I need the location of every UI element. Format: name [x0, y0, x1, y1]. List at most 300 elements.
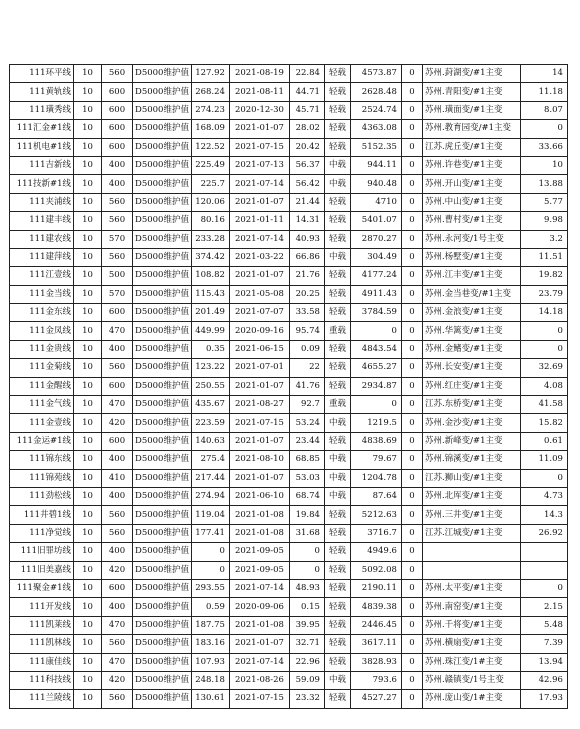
cell-load-pct[interactable]: 68.74 [289, 487, 324, 505]
cell-load-pct[interactable]: 28.02 [289, 120, 324, 138]
cell-device-type[interactable]: D5000维护值 [133, 120, 192, 138]
cell-load-level[interactable]: 轻载 [324, 212, 350, 230]
cell-device-type[interactable]: D5000维护值 [133, 671, 192, 689]
cell-reading[interactable]: 123.22 [191, 359, 229, 377]
cell-load-pct[interactable]: 14.31 [289, 212, 324, 230]
cell-reading[interactable]: 233.28 [191, 230, 229, 248]
cell-voltage-kv[interactable]: 10 [74, 377, 102, 395]
cell-capacity-a[interactable]: 470 [102, 322, 133, 340]
cell-substation[interactable]: 苏州.赣镇变/1号主变 [422, 671, 520, 689]
cell-device-type[interactable]: D5000维护值 [133, 451, 192, 469]
cell-date[interactable]: 2021-01-08 [229, 616, 289, 634]
cell-date[interactable]: 2021-09-05 [229, 543, 289, 561]
cell-device-type[interactable]: D5000维护值 [133, 396, 192, 414]
cell-line-name[interactable]: 111开发线 [10, 598, 74, 616]
cell-substation[interactable]: 江苏.虎丘变/#1主变 [422, 138, 520, 156]
cell-load-level[interactable]: 中载 [324, 414, 350, 432]
cell-load-pct[interactable]: 19.84 [289, 506, 324, 524]
cell-line-name[interactable]: 111锦东线 [10, 451, 74, 469]
cell-capacity-a[interactable]: 560 [102, 65, 133, 83]
cell-substation[interactable]: 苏州.千将变/#1主变 [422, 616, 520, 634]
cell-load-level[interactable]: 轻载 [324, 543, 350, 561]
cell-reading[interactable]: 0.35 [191, 340, 229, 358]
cell-load-level[interactable]: 中载 [324, 451, 350, 469]
cell-load-pct[interactable]: 95.74 [289, 322, 324, 340]
cell-reading[interactable]: 225.7 [191, 175, 229, 193]
cell-flag[interactable]: 0 [401, 561, 422, 579]
cell-load-pct[interactable]: 23.32 [289, 690, 324, 708]
cell-current-a[interactable]: 1219.5 [350, 414, 401, 432]
cell-flag[interactable]: 0 [401, 690, 422, 708]
cell-voltage-kv[interactable]: 10 [74, 120, 102, 138]
cell-reading[interactable]: 293.55 [191, 579, 229, 597]
cell-voltage-kv[interactable]: 10 [74, 616, 102, 634]
cell-line-name[interactable]: 111兰陵线 [10, 690, 74, 708]
cell-current-a[interactable]: 4527.27 [350, 690, 401, 708]
cell-device-type[interactable]: D5000维护值 [133, 267, 192, 285]
cell-value[interactable]: 19.82 [520, 267, 567, 285]
cell-flag[interactable]: 0 [401, 671, 422, 689]
cell-substation[interactable]: 苏州.锦溪变/#1主变 [422, 451, 520, 469]
cell-flag[interactable]: 0 [401, 635, 422, 653]
cell-substation[interactable] [422, 561, 520, 579]
cell-value[interactable]: 13.94 [520, 653, 567, 671]
cell-reading[interactable]: 274.23 [191, 101, 229, 119]
cell-value[interactable]: 0 [520, 469, 567, 487]
cell-value[interactable]: 23.79 [520, 285, 567, 303]
cell-load-level[interactable]: 轻载 [324, 561, 350, 579]
cell-load-pct[interactable]: 40.93 [289, 230, 324, 248]
cell-current-a[interactable]: 3784.59 [350, 304, 401, 322]
cell-date[interactable]: 2021-01-07 [229, 267, 289, 285]
cell-load-pct[interactable]: 53.24 [289, 414, 324, 432]
cell-line-name[interactable]: 111金凤线 [10, 322, 74, 340]
cell-current-a[interactable]: 3828.93 [350, 653, 401, 671]
cell-load-pct[interactable]: 21.44 [289, 193, 324, 211]
cell-flag[interactable]: 0 [401, 101, 422, 119]
cell-device-type[interactable]: D5000维护值 [133, 579, 192, 597]
cell-date[interactable]: 2021-08-27 [229, 396, 289, 414]
cell-current-a[interactable]: 4949.6 [350, 543, 401, 561]
cell-value[interactable]: 11.09 [520, 451, 567, 469]
cell-load-pct[interactable]: 22.84 [289, 65, 324, 83]
cell-load-level[interactable]: 轻载 [324, 120, 350, 138]
cell-device-type[interactable]: D5000维护值 [133, 616, 192, 634]
cell-device-type[interactable]: D5000维护值 [133, 322, 192, 340]
cell-substation[interactable]: 苏州.金沙变/#1主变 [422, 414, 520, 432]
cell-substation[interactable]: 苏州.青阳变/#1主变 [422, 83, 520, 101]
cell-load-level[interactable]: 中载 [324, 156, 350, 174]
cell-load-pct[interactable]: 0.09 [289, 340, 324, 358]
cell-value[interactable]: 0 [520, 322, 567, 340]
cell-date[interactable]: 2021-07-14 [229, 653, 289, 671]
cell-voltage-kv[interactable]: 10 [74, 469, 102, 487]
cell-current-a[interactable]: 79.67 [350, 451, 401, 469]
cell-voltage-kv[interactable]: 10 [74, 138, 102, 156]
cell-load-level[interactable]: 轻载 [324, 304, 350, 322]
cell-flag[interactable]: 0 [401, 451, 422, 469]
cell-line-name[interactable]: 111金东线 [10, 304, 74, 322]
cell-capacity-a[interactable]: 400 [102, 340, 133, 358]
cell-flag[interactable]: 0 [401, 175, 422, 193]
cell-date[interactable]: 2021-01-07 [229, 120, 289, 138]
cell-substation[interactable]: 苏州.金鳍变/#1主变 [422, 340, 520, 358]
cell-device-type[interactable]: D5000维护值 [133, 524, 192, 542]
cell-substation[interactable]: 苏州.长安变/#1主变 [422, 359, 520, 377]
cell-capacity-a[interactable]: 500 [102, 267, 133, 285]
cell-voltage-kv[interactable]: 10 [74, 414, 102, 432]
cell-substation[interactable]: 苏州.璜面变/#1主变 [422, 101, 520, 119]
cell-load-level[interactable]: 轻载 [324, 193, 350, 211]
cell-load-pct[interactable]: 41.76 [289, 377, 324, 395]
cell-voltage-kv[interactable]: 10 [74, 175, 102, 193]
cell-value[interactable]: 9.98 [520, 212, 567, 230]
cell-value[interactable]: 41.58 [520, 396, 567, 414]
cell-date[interactable]: 2021-03-22 [229, 248, 289, 266]
cell-current-a[interactable]: 1204.78 [350, 469, 401, 487]
cell-voltage-kv[interactable]: 10 [74, 506, 102, 524]
cell-current-a[interactable]: 2870.27 [350, 230, 401, 248]
cell-device-type[interactable]: D5000维护值 [133, 432, 192, 450]
cell-load-pct[interactable]: 48.93 [289, 579, 324, 597]
cell-capacity-a[interactable]: 420 [102, 414, 133, 432]
cell-value[interactable]: 10 [520, 156, 567, 174]
cell-capacity-a[interactable]: 420 [102, 671, 133, 689]
cell-voltage-kv[interactable]: 10 [74, 432, 102, 450]
cell-reading[interactable]: 250.55 [191, 377, 229, 395]
cell-voltage-kv[interactable]: 10 [74, 267, 102, 285]
cell-date[interactable]: 2021-07-14 [229, 579, 289, 597]
cell-capacity-a[interactable]: 560 [102, 690, 133, 708]
cell-flag[interactable]: 0 [401, 248, 422, 266]
cell-load-level[interactable]: 轻载 [324, 285, 350, 303]
cell-capacity-a[interactable]: 420 [102, 561, 133, 579]
cell-load-level[interactable]: 轻载 [324, 506, 350, 524]
cell-voltage-kv[interactable]: 10 [74, 285, 102, 303]
cell-value[interactable]: 11.18 [520, 83, 567, 101]
cell-reading[interactable]: 274.94 [191, 487, 229, 505]
cell-line-name[interactable]: 111夹浦线 [10, 193, 74, 211]
cell-load-level[interactable]: 轻载 [324, 616, 350, 634]
cell-device-type[interactable]: D5000维护值 [133, 690, 192, 708]
cell-reading[interactable]: 268.24 [191, 83, 229, 101]
cell-date[interactable]: 2021-07-07 [229, 304, 289, 322]
cell-voltage-kv[interactable]: 10 [74, 561, 102, 579]
cell-current-a[interactable]: 793.6 [350, 671, 401, 689]
cell-capacity-a[interactable]: 600 [102, 432, 133, 450]
cell-capacity-a[interactable]: 400 [102, 156, 133, 174]
cell-flag[interactable]: 0 [401, 83, 422, 101]
cell-flag[interactable]: 0 [401, 543, 422, 561]
cell-current-a[interactable]: 3617.11 [350, 635, 401, 653]
cell-substation[interactable]: 苏州.新峰变/#1主变 [422, 432, 520, 450]
cell-current-a[interactable]: 4911.43 [350, 285, 401, 303]
cell-value[interactable]: 5.48 [520, 616, 567, 634]
cell-voltage-kv[interactable]: 10 [74, 451, 102, 469]
cell-capacity-a[interactable]: 400 [102, 487, 133, 505]
cell-device-type[interactable]: D5000维护值 [133, 138, 192, 156]
cell-current-a[interactable]: 5152.35 [350, 138, 401, 156]
cell-substation[interactable]: 苏州.开山变/#1主变 [422, 175, 520, 193]
cell-line-name[interactable]: 111聚金#1线 [10, 579, 74, 597]
cell-line-name[interactable]: 111金醒线 [10, 377, 74, 395]
cell-date[interactable]: 2021-07-15 [229, 690, 289, 708]
cell-value[interactable]: 14 [520, 65, 567, 83]
cell-line-name[interactable]: 111建丰线 [10, 212, 74, 230]
cell-reading[interactable]: 80.16 [191, 212, 229, 230]
cell-capacity-a[interactable]: 470 [102, 616, 133, 634]
cell-substation[interactable]: 苏州.教育园变/#1主变 [422, 120, 520, 138]
cell-load-level[interactable]: 重载 [324, 396, 350, 414]
cell-current-a[interactable]: 4710 [350, 193, 401, 211]
cell-date[interactable]: 2021-01-07 [229, 469, 289, 487]
cell-date[interactable]: 2021-07-13 [229, 156, 289, 174]
cell-capacity-a[interactable]: 560 [102, 359, 133, 377]
cell-load-level[interactable]: 中载 [324, 671, 350, 689]
cell-device-type[interactable]: D5000维护值 [133, 83, 192, 101]
cell-value[interactable]: 42.96 [520, 671, 567, 689]
cell-load-level[interactable]: 轻载 [324, 690, 350, 708]
cell-line-name[interactable]: 111建萍线 [10, 248, 74, 266]
cell-device-type[interactable]: D5000维护值 [133, 359, 192, 377]
cell-current-a[interactable]: 87.64 [350, 487, 401, 505]
cell-value[interactable]: 26.92 [520, 524, 567, 542]
cell-date[interactable]: 2021-07-15 [229, 138, 289, 156]
cell-value[interactable]: 0 [520, 120, 567, 138]
cell-load-level[interactable]: 轻载 [324, 359, 350, 377]
cell-device-type[interactable]: D5000维护值 [133, 340, 192, 358]
cell-line-name[interactable]: 111金壹线 [10, 414, 74, 432]
cell-device-type[interactable]: D5000维护值 [133, 598, 192, 616]
cell-flag[interactable]: 0 [401, 487, 422, 505]
cell-load-pct[interactable]: 56.42 [289, 175, 324, 193]
cell-line-name[interactable]: 111江壹线 [10, 267, 74, 285]
cell-flag[interactable]: 0 [401, 579, 422, 597]
cell-date[interactable]: 2021-07-01 [229, 359, 289, 377]
cell-load-level[interactable]: 中载 [324, 175, 350, 193]
cell-device-type[interactable]: D5000维护值 [133, 469, 192, 487]
cell-value[interactable]: 14.18 [520, 304, 567, 322]
cell-flag[interactable]: 0 [401, 506, 422, 524]
cell-flag[interactable]: 0 [401, 414, 422, 432]
cell-voltage-kv[interactable]: 10 [74, 230, 102, 248]
cell-voltage-kv[interactable]: 10 [74, 340, 102, 358]
cell-load-pct[interactable]: 33.58 [289, 304, 324, 322]
cell-flag[interactable]: 0 [401, 598, 422, 616]
cell-device-type[interactable]: D5000维护值 [133, 65, 192, 83]
cell-current-a[interactable]: 2190.11 [350, 579, 401, 597]
cell-flag[interactable]: 0 [401, 340, 422, 358]
cell-load-pct[interactable]: 56.37 [289, 156, 324, 174]
cell-voltage-kv[interactable]: 10 [74, 653, 102, 671]
cell-date[interactable]: 2021-01-07 [229, 193, 289, 211]
cell-line-name[interactable]: 111净觉线 [10, 524, 74, 542]
cell-date[interactable]: 2021-07-14 [229, 175, 289, 193]
cell-voltage-kv[interactable]: 10 [74, 83, 102, 101]
cell-load-level[interactable]: 轻载 [324, 432, 350, 450]
cell-flag[interactable]: 0 [401, 524, 422, 542]
cell-value[interactable]: 0 [520, 340, 567, 358]
cell-voltage-kv[interactable]: 10 [74, 248, 102, 266]
cell-flag[interactable]: 0 [401, 304, 422, 322]
cell-device-type[interactable]: D5000维护值 [133, 414, 192, 432]
cell-reading[interactable]: 0 [191, 543, 229, 561]
cell-line-name[interactable]: 111机电#1线 [10, 138, 74, 156]
cell-load-pct[interactable]: 45.71 [289, 101, 324, 119]
cell-capacity-a[interactable]: 560 [102, 212, 133, 230]
cell-load-pct[interactable]: 66.86 [289, 248, 324, 266]
cell-device-type[interactable]: D5000维护值 [133, 377, 192, 395]
cell-reading[interactable]: 119.04 [191, 506, 229, 524]
cell-capacity-a[interactable]: 410 [102, 469, 133, 487]
cell-line-name[interactable]: 111旧罪坊线 [10, 543, 74, 561]
cell-substation[interactable]: 苏州.葑湖变/#1主变 [422, 65, 520, 83]
cell-load-pct[interactable]: 0.15 [289, 598, 324, 616]
cell-capacity-a[interactable]: 600 [102, 377, 133, 395]
cell-reading[interactable]: 0.59 [191, 598, 229, 616]
cell-load-level[interactable]: 轻载 [324, 598, 350, 616]
cell-current-a[interactable]: 2628.48 [350, 83, 401, 101]
cell-reading[interactable]: 225.49 [191, 156, 229, 174]
cell-date[interactable]: 2021-08-26 [229, 671, 289, 689]
cell-load-pct[interactable]: 31.68 [289, 524, 324, 542]
cell-device-type[interactable]: D5000维护值 [133, 248, 192, 266]
cell-flag[interactable]: 0 [401, 322, 422, 340]
cell-capacity-a[interactable]: 560 [102, 193, 133, 211]
cell-current-a[interactable]: 5401.07 [350, 212, 401, 230]
cell-value[interactable]: 17.93 [520, 690, 567, 708]
cell-line-name[interactable]: 111科技线 [10, 671, 74, 689]
cell-date[interactable]: 2021-07-14 [229, 230, 289, 248]
cell-load-level[interactable]: 中载 [324, 469, 350, 487]
cell-flag[interactable]: 0 [401, 616, 422, 634]
cell-capacity-a[interactable]: 560 [102, 248, 133, 266]
cell-line-name[interactable]: 111金贵线 [10, 340, 74, 358]
cell-flag[interactable]: 0 [401, 156, 422, 174]
cell-value[interactable]: 7.39 [520, 635, 567, 653]
cell-flag[interactable]: 0 [401, 653, 422, 671]
cell-load-level[interactable]: 轻载 [324, 65, 350, 83]
cell-date[interactable]: 2021-01-08 [229, 524, 289, 542]
cell-load-pct[interactable]: 32.71 [289, 635, 324, 653]
cell-value[interactable]: 4.08 [520, 377, 567, 395]
cell-voltage-kv[interactable]: 10 [74, 635, 102, 653]
cell-load-pct[interactable]: 68.85 [289, 451, 324, 469]
cell-capacity-a[interactable]: 400 [102, 598, 133, 616]
cell-flag[interactable]: 0 [401, 230, 422, 248]
cell-reading[interactable]: 374.42 [191, 248, 229, 266]
cell-date[interactable]: 2021-08-11 [229, 83, 289, 101]
cell-load-pct[interactable]: 44.71 [289, 83, 324, 101]
cell-value[interactable]: 5.77 [520, 193, 567, 211]
cell-substation[interactable]: 苏州.江丰变/#1主变 [422, 267, 520, 285]
cell-substation[interactable]: 苏州.中山变/#1主变 [422, 193, 520, 211]
cell-current-a[interactable]: 2446.45 [350, 616, 401, 634]
cell-load-pct[interactable]: 22 [289, 359, 324, 377]
cell-device-type[interactable]: D5000维护值 [133, 175, 192, 193]
cell-device-type[interactable]: D5000维护值 [133, 101, 192, 119]
cell-substation[interactable]: 苏州.永河变/1号主变 [422, 230, 520, 248]
cell-flag[interactable]: 0 [401, 359, 422, 377]
cell-voltage-kv[interactable]: 10 [74, 487, 102, 505]
cell-current-a[interactable]: 4363.08 [350, 120, 401, 138]
cell-flag[interactable]: 0 [401, 285, 422, 303]
cell-date[interactable]: 2021-01-08 [229, 506, 289, 524]
cell-current-a[interactable]: 4177.24 [350, 267, 401, 285]
cell-load-pct[interactable]: 22.96 [289, 653, 324, 671]
cell-date[interactable]: 2020-12-30 [229, 101, 289, 119]
cell-load-level[interactable]: 轻载 [324, 101, 350, 119]
cell-substation[interactable]: 苏州.太平变/#1主变 [422, 579, 520, 597]
cell-device-type[interactable]: D5000维护值 [133, 156, 192, 174]
cell-substation[interactable]: 苏州.曹村变/#1主变 [422, 212, 520, 230]
cell-substation[interactable]: 苏州.许巷变/#1主变 [422, 156, 520, 174]
cell-reading[interactable]: 122.52 [191, 138, 229, 156]
cell-device-type[interactable]: D5000维护值 [133, 635, 192, 653]
cell-load-level[interactable]: 轻载 [324, 267, 350, 285]
cell-load-level[interactable]: 轻载 [324, 138, 350, 156]
cell-substation[interactable]: 苏州.珠江变/1#主变 [422, 653, 520, 671]
cell-value[interactable]: 0.61 [520, 432, 567, 450]
cell-device-type[interactable]: D5000维护值 [133, 304, 192, 322]
cell-load-level[interactable]: 轻载 [324, 340, 350, 358]
cell-reading[interactable]: 0 [191, 561, 229, 579]
cell-load-level[interactable]: 轻载 [324, 377, 350, 395]
cell-reading[interactable]: 201.49 [191, 304, 229, 322]
cell-current-a[interactable]: 944.11 [350, 156, 401, 174]
cell-value[interactable]: 4.73 [520, 487, 567, 505]
cell-current-a[interactable]: 4655.27 [350, 359, 401, 377]
cell-reading[interactable]: 217.44 [191, 469, 229, 487]
cell-current-a[interactable]: 4839.38 [350, 598, 401, 616]
cell-current-a[interactable]: 2934.87 [350, 377, 401, 395]
cell-load-level[interactable]: 轻载 [324, 83, 350, 101]
cell-capacity-a[interactable]: 570 [102, 285, 133, 303]
cell-flag[interactable]: 0 [401, 267, 422, 285]
cell-device-type[interactable]: D5000维护值 [133, 212, 192, 230]
cell-flag[interactable]: 0 [401, 432, 422, 450]
cell-substation[interactable]: 苏州.横扇变/#1主变 [422, 635, 520, 653]
cell-current-a[interactable]: 2524.74 [350, 101, 401, 119]
cell-line-name[interactable]: 111璜秀线 [10, 101, 74, 119]
cell-capacity-a[interactable]: 600 [102, 138, 133, 156]
cell-capacity-a[interactable]: 400 [102, 175, 133, 193]
cell-date[interactable]: 2021-01-07 [229, 432, 289, 450]
cell-load-level[interactable]: 轻载 [324, 579, 350, 597]
cell-flag[interactable]: 0 [401, 193, 422, 211]
cell-voltage-kv[interactable]: 10 [74, 671, 102, 689]
cell-load-pct[interactable]: 21.76 [289, 267, 324, 285]
cell-load-pct[interactable]: 20.25 [289, 285, 324, 303]
cell-device-type[interactable]: D5000维护值 [133, 506, 192, 524]
cell-current-a[interactable]: 4843.54 [350, 340, 401, 358]
cell-value[interactable] [520, 561, 567, 579]
cell-reading[interactable]: 187.75 [191, 616, 229, 634]
cell-value[interactable]: 2.15 [520, 598, 567, 616]
cell-value[interactable]: 14.3 [520, 506, 567, 524]
cell-line-name[interactable]: 111凯林线 [10, 635, 74, 653]
cell-load-level[interactable]: 中载 [324, 248, 350, 266]
cell-line-name[interactable]: 111金气线 [10, 396, 74, 414]
cell-date[interactable]: 2021-09-05 [229, 561, 289, 579]
cell-reading[interactable]: 223.59 [191, 414, 229, 432]
cell-voltage-kv[interactable]: 10 [74, 543, 102, 561]
cell-capacity-a[interactable]: 600 [102, 579, 133, 597]
cell-reading[interactable]: 140.63 [191, 432, 229, 450]
cell-voltage-kv[interactable]: 10 [74, 193, 102, 211]
cell-reading[interactable]: 108.82 [191, 267, 229, 285]
cell-capacity-a[interactable]: 470 [102, 396, 133, 414]
